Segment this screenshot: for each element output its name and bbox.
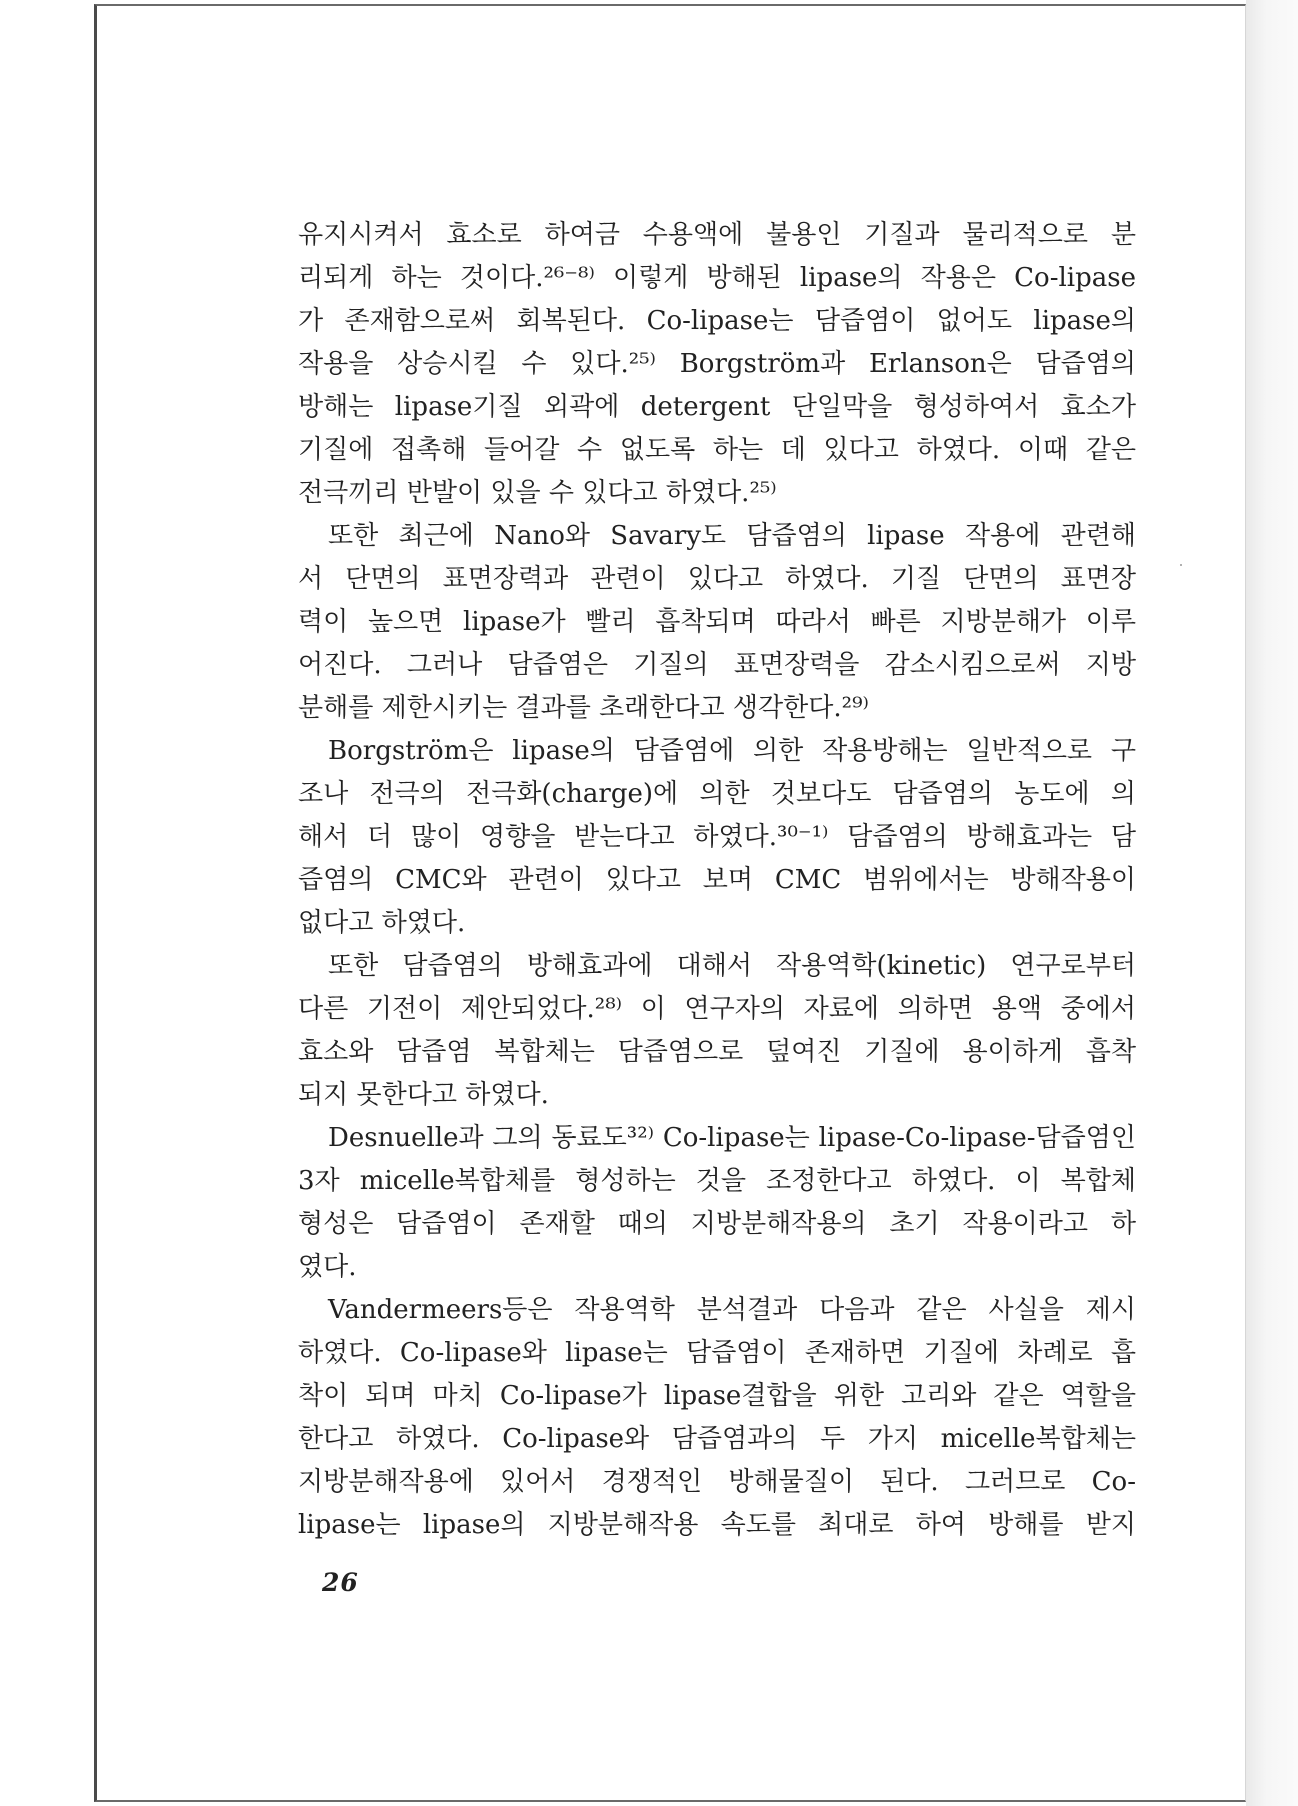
text-line: lipase는 lipase의 지방분해작용 속도를 최대로 하여 방해를 받지	[298, 1510, 1136, 1540]
text-line: 다른 기전이 제안되었다.²⁸⁾ 이 연구자의 자료에 의하면 용액 중에서	[298, 994, 1136, 1024]
text-line: 한다고 하였다. Co-lipase와 담즙염과의 두 가지 micelle복합체는	[298, 1424, 1136, 1454]
scan-speck	[1180, 564, 1182, 566]
left-margin	[0, 0, 90, 1806]
text-line: 하였다. Co-lipase와 lipase는 담즙염이 존재하면 기질에 차례로 흡	[298, 1338, 1136, 1368]
text-line: 없다고 하였다.	[298, 908, 466, 938]
text-line: 작용을 상승시킬 수 있다.²⁵⁾ Borgström과 Erlanson은 담즙염의	[298, 349, 1136, 379]
text-line: 리되게 하는 것이다.²⁶⁻⁸⁾ 이렇게 방해된 lipase의 작용은 Co-lipase	[298, 263, 1136, 293]
text-line: 서 단면의 표면장력과 관련이 있다고 하였다. 기질 단면의 표면장	[298, 564, 1136, 594]
text-line: 전극끼리 반발이 있을 수 있다고 하였다.²⁵⁾	[298, 478, 777, 508]
text-line: 해서 더 많이 영향을 받는다고 하였다.³⁰⁻¹⁾ 담즙염의 방해효과는 담	[298, 822, 1136, 852]
text-line: 즙염의 CMC와 관련이 있다고 보며 CMC 범위에서는 방해작용이	[298, 865, 1136, 895]
text-line: 또한 담즙염의 방해효과에 대해서 작용역학(kinetic) 연구로부터	[328, 951, 1136, 981]
text-line: Desnuelle과 그의 동료도³²⁾ Co-lipase는 lipase-Co-lipase-담즙염인	[328, 1123, 1136, 1153]
text-line: Borgström은 lipase의 담즙염에 의한 작용방해는 일반적으로 구	[328, 736, 1136, 766]
text-line: 방해는 lipase기질 외곽에 detergent 단일막을 형성하여서 효소가	[298, 392, 1136, 422]
page-edge-shadow	[1246, 0, 1298, 1806]
text-line: 력이 높으면 lipase가 빨리 흡착되며 따라서 빠른 지방분해가 이루	[298, 607, 1136, 637]
text-line: 조나 전극의 전극화(charge)에 의한 것보다도 담즙염의 농도에 의	[298, 779, 1136, 809]
text-line: 어진다. 그러나 담즙염은 기질의 표면장력을 감소시킴으로써 지방	[298, 650, 1136, 680]
text-line: Vandermeers등은 작용역학 분석결과 다음과 같은 사실을 제시	[328, 1295, 1136, 1325]
text-line: 효소와 담즙염 복합체는 담즙염으로 덮여진 기질에 용이하게 흡착	[298, 1037, 1136, 1067]
body-text	[298, 214, 1136, 1547]
page-number: 26	[322, 1568, 359, 1597]
text-line: 3자 micelle복합체를 형성하는 것을 조정한다고 하였다. 이 복합체	[298, 1166, 1136, 1196]
text-line: 분해를 제한시키는 결과를 초래한다고 생각한다.²⁹⁾	[298, 693, 869, 723]
text-line: 가 존재함으로써 회복된다. Co-lipase는 담즙염이 없어도 lipase의	[298, 306, 1136, 336]
text-line: 기질에 접촉해 들어갈 수 없도록 하는 데 있다고 하였다. 이때 같은	[298, 435, 1136, 465]
text-line: 형성은 담즙염이 존재할 때의 지방분해작용의 초기 작용이라고 하	[298, 1209, 1136, 1239]
text-line: 지방분해작용에 있어서 경쟁적인 방해물질이 된다. 그러므로 Co-	[298, 1467, 1136, 1497]
text-line: 또한 최근에 Nano와 Savary도 담즙염의 lipase 작용에 관련해	[328, 521, 1136, 551]
text-line: 되지 못한다고 하였다.	[298, 1080, 549, 1110]
text-line: 유지시켜서 효소로 하여금 수용액에 불용인 기질과 물리적으로 분	[298, 220, 1136, 250]
text-line: 였다.	[298, 1252, 357, 1282]
text-line: 착이 되며 마치 Co-lipase가 lipase결합을 위한 고리와 같은 역할을	[298, 1381, 1136, 1411]
